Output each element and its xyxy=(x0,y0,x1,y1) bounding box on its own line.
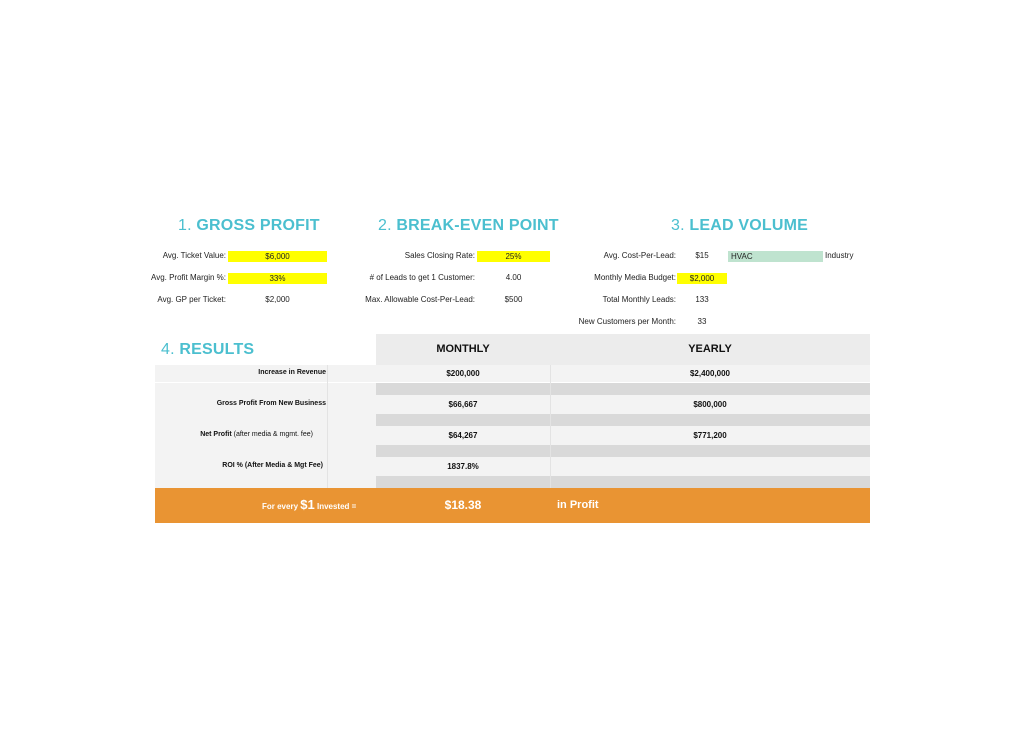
results-spacer-3-left xyxy=(155,445,376,457)
lead-volume-title: 3. LEAD VOLUME xyxy=(671,217,809,234)
new-customers-value: 33 xyxy=(697,317,707,326)
avg-profit-margin-label: Avg. Profit Margin %: xyxy=(151,273,226,282)
gross-profit-new-business-monthly: $66,667 xyxy=(448,400,478,409)
avg-profit-margin-input[interactable]: 33% xyxy=(228,273,327,284)
net-profit-monthly: $64,267 xyxy=(448,431,478,440)
total-monthly-leads-value: 133 xyxy=(695,295,709,304)
monthly-media-budget-input[interactable]: $2,000 xyxy=(677,273,727,284)
results-spacer-3 xyxy=(376,445,870,457)
sales-closing-rate-label: Sales Closing Rate: xyxy=(404,251,475,260)
gross-profit-title: 1. GROSS PROFIT xyxy=(178,217,320,234)
results-title: 4. RESULTS xyxy=(161,341,255,358)
results-spacer-4 xyxy=(376,476,870,488)
grid-line-2 xyxy=(550,365,551,488)
max-cost-per-lead-label: Max. Allowable Cost-Per-Lead: xyxy=(365,295,475,304)
yearly-column-header: YEARLY xyxy=(688,343,732,355)
avg-cost-per-lead-label: Avg. Cost-Per-Lead: xyxy=(603,251,676,260)
results-spacer-1-left xyxy=(155,383,376,395)
leads-per-customer-label: # of Leads to get 1 Customer: xyxy=(369,273,475,282)
gross-profit-new-business-label: Gross Profit From New Business xyxy=(216,400,326,407)
new-customers-label: New Customers per Month: xyxy=(578,317,676,326)
industry-select[interactable]: HVAC xyxy=(728,251,823,262)
gross-profit-new-business-yearly: $800,000 xyxy=(693,400,727,409)
total-monthly-leads-label: Total Monthly Leads: xyxy=(602,295,676,304)
footer-dollar-amount: $1 xyxy=(300,497,315,512)
increase-revenue-monthly: $200,000 xyxy=(446,369,480,378)
avg-gp-per-ticket-label: Avg. GP per Ticket: xyxy=(157,295,226,304)
footer-invested-text: For every $1 Invested = xyxy=(262,497,357,512)
monthly-media-budget-label: Monthly Media Budget: xyxy=(594,273,676,282)
increase-revenue-yearly: $2,400,000 xyxy=(689,369,731,378)
avg-cost-per-lead-value: $15 xyxy=(695,251,709,260)
leads-per-customer-value: 4.00 xyxy=(505,273,522,282)
footer-profit-value: $18.38 xyxy=(444,498,482,512)
avg-ticket-value-input[interactable]: $6,000 xyxy=(228,251,327,262)
increase-revenue-label: Increase in Revenue xyxy=(258,369,326,376)
results-spacer-2 xyxy=(376,414,870,426)
avg-gp-per-ticket-value: $2,000 xyxy=(265,295,290,304)
results-spacer-1 xyxy=(376,383,870,395)
roi-monthly: 1837.8% xyxy=(447,462,479,471)
net-profit-label: Net Profit (after media & mgmt. fee) xyxy=(200,431,313,438)
net-profit-note: (after media & mgmt. fee) xyxy=(233,431,313,438)
net-profit-yearly: $771,200 xyxy=(693,431,727,440)
results-spacer-2-left xyxy=(155,414,376,426)
break-even-title: 2. BREAK-EVEN POINT xyxy=(378,217,559,234)
industry-label: Industry xyxy=(825,251,854,260)
sales-closing-rate-input[interactable]: 25% xyxy=(477,251,550,262)
max-cost-per-lead-value: $500 xyxy=(504,295,523,304)
roi-label: ROI % (After Media & Mgt Fee) xyxy=(222,462,323,469)
results-spacer-4-left xyxy=(155,476,376,488)
footer-in-profit-text: in Profit xyxy=(557,499,599,511)
avg-ticket-value-label: Avg. Ticket Value: xyxy=(162,251,226,260)
grid-line-1 xyxy=(327,365,328,488)
monthly-column-header: MONTHLY xyxy=(436,343,490,355)
